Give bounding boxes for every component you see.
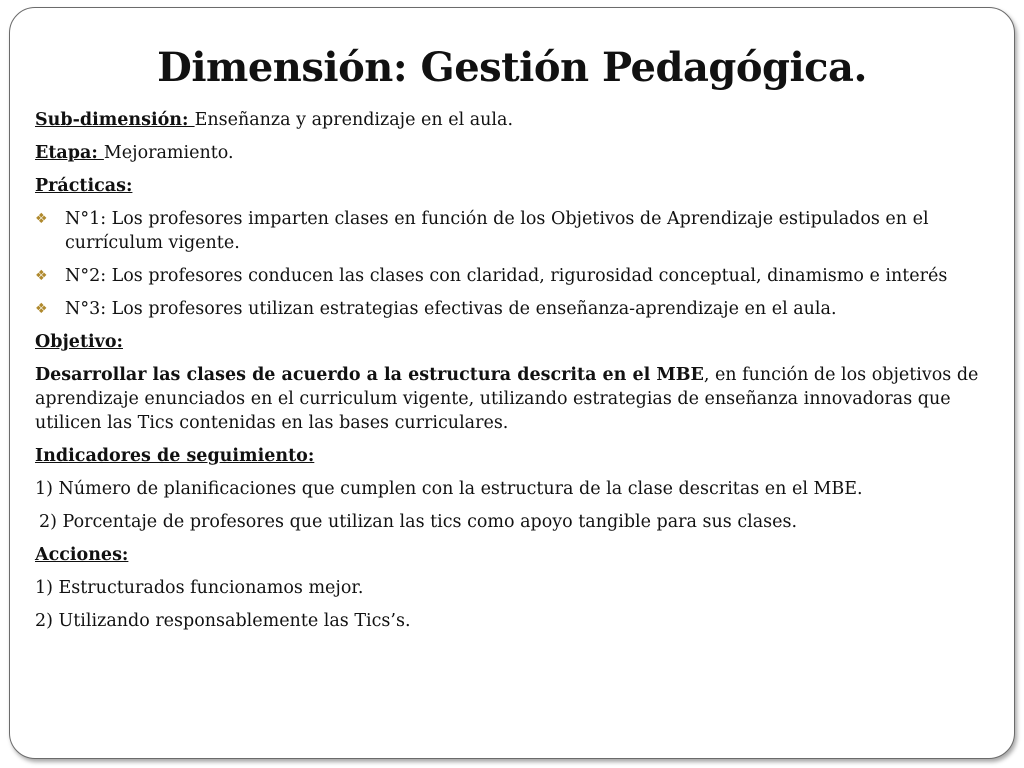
subdimension-line xyxy=(35,108,985,132)
accion-item: 1) Estructurados funcionamos mejor. xyxy=(35,578,364,598)
practica-text: N°1: Los profesores imparten clases en función de los Objetivos de Aprendizaje estipulados en el currículum vigente. xyxy=(65,209,929,253)
diamond-bullet-icon: ❖ xyxy=(35,211,48,227)
objetivo-paragraph xyxy=(35,363,985,435)
objetivo-text: , en función de los objetivos de aprendizaje enunciados en el curriculum vigente, utilizando estrategias de enseñanza innovadoras que utilicen las Tics contenidas en las bases curriculares. xyxy=(35,365,979,433)
indicador-item: 1) Número de planificaciones que cumplen con la estructura de la clase descritas en el MBE. xyxy=(35,479,863,499)
practica-text: N°2: Los profesores conducen las clases con claridad, rigurosidad conceptual, dinamismo e interés xyxy=(65,266,948,286)
indicador-item: 2) Porcentaje de profesores que utilizan las tics como apoyo tangible para sus clases. xyxy=(39,512,798,532)
acciones-label: Acciones: xyxy=(35,545,129,565)
practica-item xyxy=(35,264,985,288)
practica-item xyxy=(35,207,985,255)
objetivo-bold-text: Desarrollar las clases de acuerdo a la estructura descrita en el MBE xyxy=(35,365,704,385)
slide-body xyxy=(35,108,985,633)
practica-item xyxy=(35,297,985,321)
subdimension-text: Enseñanza y aprendizaje en el aula. xyxy=(194,110,514,130)
practicas-heading xyxy=(35,174,985,198)
accion-item: 2) Utilizando responsablemente las Tics’s. xyxy=(35,611,411,631)
indicadores-heading xyxy=(35,444,985,468)
objetivo-heading xyxy=(35,330,985,354)
objetivo-label: Objetivo: xyxy=(35,332,123,352)
diamond-bullet-icon: ❖ xyxy=(35,268,48,284)
subdimension-label: Sub-dimensión: xyxy=(35,110,195,130)
etapa-text: Mejoramiento. xyxy=(103,143,234,163)
etapa-label: Etapa: xyxy=(35,143,104,163)
acciones-heading xyxy=(35,543,985,567)
diamond-bullet-icon: ❖ xyxy=(35,301,48,317)
slide-title: Dimensión: Gestión Pedagógica. xyxy=(157,44,867,91)
practicas-label: Prácticas: xyxy=(35,176,133,196)
practica-text: N°3: Los profesores utilizan estrategias efectivas de enseñanza-aprendizaje en el aula. xyxy=(65,299,837,319)
etapa-line xyxy=(35,141,985,165)
indicadores-label: Indicadores de seguimiento: xyxy=(35,446,315,466)
